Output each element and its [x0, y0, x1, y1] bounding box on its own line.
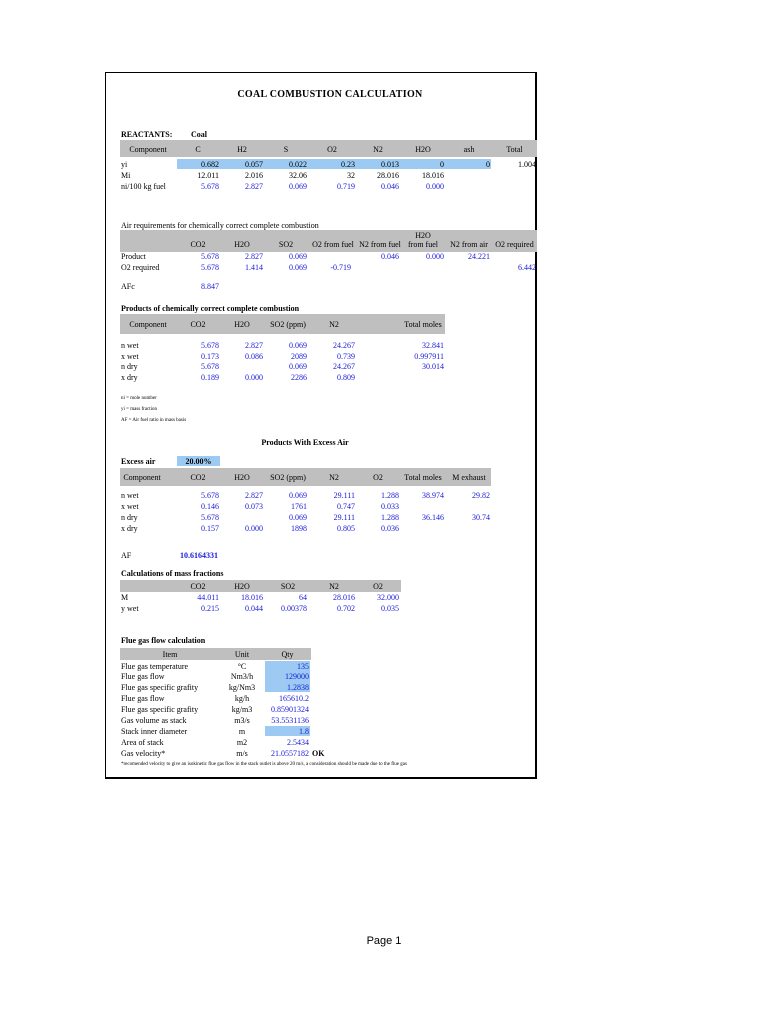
- flue-qty: 0.85901324: [271, 705, 309, 714]
- reactants-header: O2: [327, 145, 337, 154]
- cell: 0.022: [289, 160, 307, 169]
- cell: 2.827: [245, 341, 263, 350]
- cell: 36.146: [422, 513, 444, 522]
- cell: 0.086: [245, 352, 263, 361]
- page-number: Page 1: [366, 935, 402, 947]
- excess-air-label: Excess air: [121, 457, 156, 466]
- products-caption: Products of chemically correct complete combustion: [121, 304, 300, 313]
- flue-header: Item: [162, 650, 178, 659]
- cell: 1.288: [381, 491, 399, 500]
- flue-unit: m/s: [236, 749, 248, 758]
- cell: 0.069: [289, 362, 307, 371]
- flue-item: Gas velocity*: [121, 749, 166, 758]
- flue-qty: 53.5531136: [271, 716, 309, 725]
- excess-header: M exhaust: [452, 473, 486, 482]
- cell: 0.000: [426, 252, 444, 261]
- air-header: SO2: [278, 240, 294, 249]
- note: AF = Air fuel ratio in mass basis: [121, 418, 187, 423]
- afc-label: AFc: [121, 282, 135, 291]
- cell: 0.000: [245, 373, 263, 382]
- excess-air-value[interactable]: 20.00%: [185, 457, 212, 466]
- row-label: x dry: [121, 524, 138, 533]
- row-label: O2 required: [121, 263, 160, 272]
- cell: 0.046: [381, 182, 399, 191]
- cell: 29.82: [472, 491, 490, 500]
- cell: 0.035: [381, 604, 399, 613]
- note: yi = mass fraction: [121, 407, 158, 412]
- cell: 0.719: [337, 182, 355, 191]
- mass-header: H2O: [234, 582, 250, 591]
- cell: 2.827: [245, 252, 263, 261]
- excess-header: CO2: [190, 473, 206, 482]
- cell: 6.442: [518, 263, 536, 272]
- mass-header: SO2: [280, 582, 296, 591]
- cell: 5.678: [201, 491, 219, 500]
- cell: 18.016: [422, 171, 444, 180]
- row-label: y wet: [121, 604, 139, 613]
- cell: 0.00378: [281, 604, 307, 613]
- cell: 0.000: [426, 182, 444, 191]
- air-header: H2O from fuel: [408, 231, 438, 249]
- mass-header: N2: [329, 582, 339, 591]
- mass-header: CO2: [190, 582, 206, 591]
- products-header: Component: [129, 320, 167, 329]
- cell: 5.678: [201, 252, 219, 261]
- reactants-header: ash: [463, 145, 475, 154]
- flue-header: Unit: [234, 650, 250, 659]
- cell: 0.747: [337, 502, 355, 511]
- row-label: Mi: [121, 171, 131, 180]
- cell: 2286: [291, 373, 307, 382]
- cell: 0.046: [381, 252, 399, 261]
- air-header: N2 from air: [450, 240, 488, 249]
- cell: 5.678: [201, 182, 219, 191]
- cell: 0.036: [381, 524, 399, 533]
- flue-qty: 2.5434: [287, 738, 309, 747]
- fuel-label: Coal: [191, 130, 207, 139]
- mass-caption: Calculations of mass fractions: [121, 569, 224, 578]
- row-label: M: [121, 593, 129, 602]
- sheet-title: COAL COMBUSTION CALCULATION: [237, 89, 423, 100]
- cell: 1.288: [381, 513, 399, 522]
- cell: 30.014: [422, 362, 444, 371]
- products-header: H2O: [234, 320, 250, 329]
- af-label: AF: [121, 551, 132, 560]
- flue-unit: m3/s: [234, 716, 250, 725]
- note: ni = mole number: [121, 396, 157, 401]
- flue-unit: Nm3/h: [230, 672, 254, 681]
- cell: 0.682: [201, 160, 219, 169]
- cell: 0.069: [289, 252, 307, 261]
- velocity-note: *recomended velocity to give an isokinetic flue gas flow in the stack outlet is above 20 m/s, a consideration should be made due to the flue gas: [121, 762, 407, 767]
- cell: 0.069: [289, 182, 307, 191]
- cell: 0.033: [381, 502, 399, 511]
- cell: 0: [486, 160, 490, 169]
- flue-qty: 165610.2: [279, 694, 309, 703]
- reactants-header: N2: [373, 145, 383, 154]
- cell: 38.974: [422, 491, 444, 500]
- cell: 1.414: [245, 263, 263, 272]
- excess-header: Total moles: [404, 473, 442, 482]
- cell: 64: [299, 593, 307, 602]
- row-label: n dry: [121, 513, 138, 522]
- cell: 32.841: [422, 341, 444, 350]
- excess-title: Products With Excess Air: [261, 438, 349, 447]
- cell: 1761: [291, 502, 307, 511]
- cell: 2.827: [245, 491, 263, 500]
- cell: 29.111: [333, 513, 355, 522]
- cell: 0.997911: [414, 352, 444, 361]
- flue-unit: kg/m3: [231, 705, 253, 714]
- row-label: n wet: [121, 341, 139, 350]
- flue-item: Area of stack: [121, 738, 164, 747]
- cell: 0: [440, 160, 444, 169]
- flue-item: Flue gas temperature: [121, 662, 189, 671]
- cell: 24.267: [333, 341, 355, 350]
- flue-item: Flue gas flow: [121, 672, 165, 681]
- cell: 5.678: [201, 513, 219, 522]
- cell: 2.827: [245, 182, 263, 191]
- cell: 30.74: [472, 513, 490, 522]
- flue-unit: kg/Nm3: [228, 683, 256, 692]
- af-value: 10.6164331: [180, 551, 218, 560]
- cell: 24.267: [333, 362, 355, 371]
- flue-unit: °C: [237, 662, 247, 671]
- cell: 0.069: [289, 341, 307, 350]
- flue-qty[interactable]: 1.8: [299, 727, 309, 736]
- row-label: n wet: [121, 491, 139, 500]
- air-header: CO2: [190, 240, 206, 249]
- cell: 0.073: [245, 502, 263, 511]
- products-header: N2: [329, 320, 339, 329]
- cell: 12.011: [197, 171, 219, 180]
- cell: 0.044: [245, 604, 263, 613]
- cell: 5.678: [201, 362, 219, 371]
- cell: 5.678: [201, 341, 219, 350]
- cell: 2089: [291, 352, 307, 361]
- reactants-label: REACTANTS:: [121, 130, 173, 139]
- cell: 0.069: [289, 513, 307, 522]
- mass-header: O2: [373, 582, 383, 591]
- products-header: Total moles: [404, 320, 442, 329]
- row-label: x dry: [121, 373, 138, 382]
- flue-unit: kg/h: [234, 694, 250, 703]
- row-label: yi: [121, 160, 128, 169]
- reactants-header: S: [283, 145, 289, 154]
- cell: 0.805: [337, 524, 355, 533]
- flue-item: Flue gas specific grafity: [121, 705, 199, 714]
- cell: 0.702: [337, 604, 355, 613]
- cell: 0.013: [381, 160, 399, 169]
- air-header: N2 from fuel: [359, 240, 401, 249]
- flue-qty: 21.0557182: [271, 749, 309, 758]
- cell: 0.215: [201, 604, 219, 613]
- products-header: CO2: [190, 320, 206, 329]
- flue-item: Gas volume as stack: [121, 716, 187, 725]
- reactants-header: Component: [129, 145, 167, 154]
- flue-item: Flue gas flow: [121, 694, 165, 703]
- cell: 0.809: [337, 373, 355, 382]
- cell: 0.057: [245, 160, 263, 169]
- cell: 0.069: [289, 491, 307, 500]
- reactants-header: H2: [237, 145, 247, 154]
- row-label: x wet: [121, 352, 139, 361]
- cell: 0.069: [289, 263, 307, 272]
- flue-unit: m: [238, 727, 246, 736]
- cell: 18.016: [241, 593, 263, 602]
- reactants-header: H2O: [415, 145, 431, 154]
- excess-header: H2O: [234, 473, 250, 482]
- flue-unit: m2: [236, 738, 248, 747]
- cell: 0.146: [201, 502, 219, 511]
- air-header: O2 required: [495, 240, 534, 249]
- cell: 24.221: [468, 252, 490, 261]
- air-header: H2O: [234, 240, 250, 249]
- cell: 0.739: [337, 352, 355, 361]
- ok-status: OK: [312, 749, 325, 758]
- cell: 0.173: [201, 352, 219, 361]
- flue-qty[interactable]: 135: [297, 662, 309, 671]
- cell: 0.23: [341, 160, 355, 169]
- flue-qty[interactable]: 1.2838: [287, 683, 309, 692]
- cell: 44.011: [197, 593, 219, 602]
- row-label: x wet: [121, 502, 139, 511]
- cell: 29.111: [333, 491, 355, 500]
- cell: 0.189: [201, 373, 219, 382]
- cell: 28.016: [377, 171, 399, 180]
- flue-item: Flue gas specific grafity: [121, 683, 199, 692]
- afc-value: 8.847: [201, 282, 219, 291]
- products-header: SO2 (ppm): [270, 320, 306, 329]
- cell: -0.719: [330, 263, 351, 272]
- cell: 32.06: [289, 171, 307, 180]
- cell: 5.678: [201, 263, 219, 272]
- flue-item: Stack inner diameter: [121, 727, 188, 736]
- cell: 32.000: [377, 593, 399, 602]
- flue-header: Qty: [281, 650, 294, 659]
- reactants-header: C: [195, 145, 201, 154]
- cell: 1.004: [518, 160, 536, 169]
- excess-header: N2: [329, 473, 339, 482]
- excess-header: SO2 (ppm): [270, 473, 306, 482]
- cell: 32: [347, 171, 355, 180]
- cell: 0.157: [201, 524, 219, 533]
- air-header: O2 from fuel: [312, 240, 354, 249]
- flue-caption: Flue gas flow calculation: [121, 636, 206, 645]
- cell: 28.016: [333, 593, 355, 602]
- cell: 1898: [291, 524, 307, 533]
- flue-qty[interactable]: 129000: [285, 672, 309, 681]
- row-label: Product: [121, 252, 146, 261]
- excess-header: O2: [373, 473, 383, 482]
- excess-header: Component: [123, 473, 161, 482]
- reactants-header: Total: [506, 145, 523, 154]
- air-caption: Air requirements for chemically correct complete combustion: [121, 221, 319, 230]
- cell: 2.016: [245, 171, 263, 180]
- cell: 0.000: [245, 524, 263, 533]
- row-label: ni/100 kg fuel: [121, 182, 166, 191]
- row-label: n dry: [121, 362, 138, 371]
